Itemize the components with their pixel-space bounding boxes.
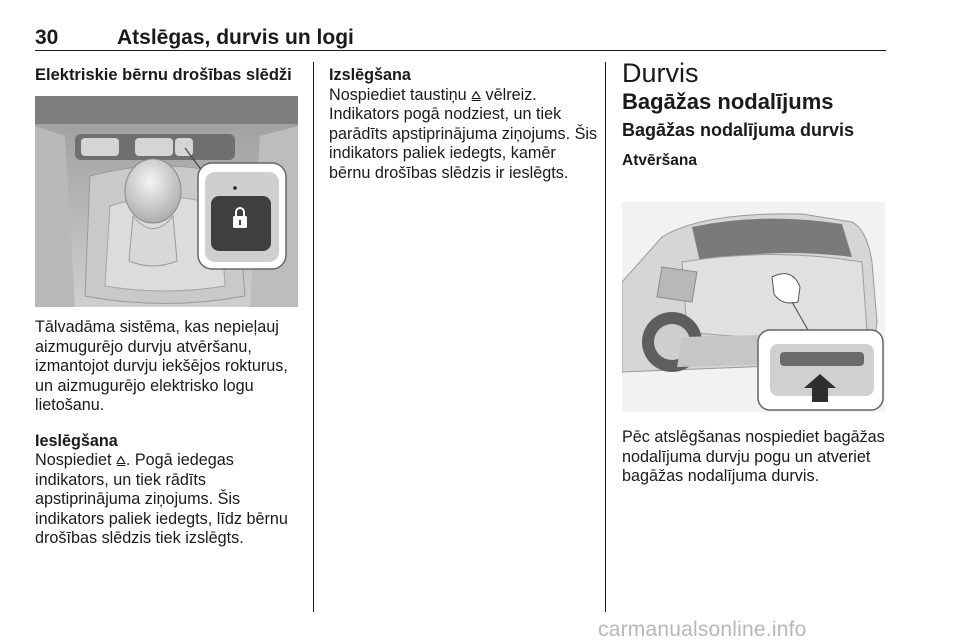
column-divider-2 [605, 62, 606, 612]
activation-line-4: indikators paliek iedegts, līdz bērnu [35, 509, 288, 528]
deactivation-line-3: parādīts apstiprinājuma ziņojums. Šis [329, 124, 598, 143]
right-column [622, 58, 887, 170]
header-rule [35, 50, 886, 51]
deactivation-line-2: Indikators pogā nodziest, un tiek [329, 105, 562, 123]
open-line-3: bagāžas nodalījuma durvis. [622, 467, 820, 485]
deactivation-heading: Izslēgšana [329, 66, 411, 84]
child-lock-console-illustration [35, 96, 298, 307]
left-column-body [35, 318, 310, 549]
right-column-body [622, 428, 887, 487]
activation-heading: Ieslēgšana [35, 431, 118, 450]
intro-line-4: un aizmugurējo elektrisko logu [35, 376, 254, 395]
heading-bagazas-nodalijums: Bagāžas nodalījums [622, 88, 834, 114]
watermark: carmanualsonline.info [598, 618, 807, 641]
intro-line-2: aizmugurējo durvju atvēršanu, [35, 337, 252, 356]
deactivation-line-5: bērnu drošības slēdzis ir ieslēgts. [329, 163, 569, 182]
column-divider-1 [313, 62, 314, 612]
heading-durvis: Durvis [622, 58, 699, 88]
activation-line-2: indikators, un tiek rādīts [35, 470, 206, 489]
page-header [35, 26, 885, 50]
left-column [35, 66, 310, 86]
intro-line-1: Tālvadāma sistēma, kas nepieļauj [35, 318, 279, 336]
intro-line-3: izmantojot durvju iekšējos rokturus, [35, 357, 288, 375]
deactivation-line-1: Nospiediet taustiņu ⩠ vēlreiz. [329, 85, 537, 104]
intro-line-5: lietošanu. [35, 396, 105, 414]
activation-line-3: apstiprinājuma ziņojums. Šis [35, 490, 241, 508]
section-title: Elektriskie bērnu drošības slēdži [35, 66, 292, 84]
page-number: 30 [35, 26, 59, 49]
activation-line-5: drošības slēdzis tiek izslēgts. [35, 529, 244, 547]
activation-line-1: Nospiediet ⩠. Pogā iedegas [35, 451, 234, 469]
open-line-1: Pēc atslēgšanas nospiediet bagāžas [622, 428, 885, 446]
heading-bagazas-nodalijuma-durvis: Bagāžas nodalījuma durvis [622, 120, 855, 140]
heading-atversana: Atvēršana [622, 151, 697, 169]
tailgate-illustration [622, 202, 885, 412]
middle-column [329, 66, 601, 183]
chapter-title: Atslēgas, durvis un logi [117, 26, 354, 49]
deactivation-line-4: indikators paliek iedegts, kamēr [329, 144, 556, 162]
open-line-2: nodalījuma durvju pogu un atveriet [622, 447, 871, 466]
